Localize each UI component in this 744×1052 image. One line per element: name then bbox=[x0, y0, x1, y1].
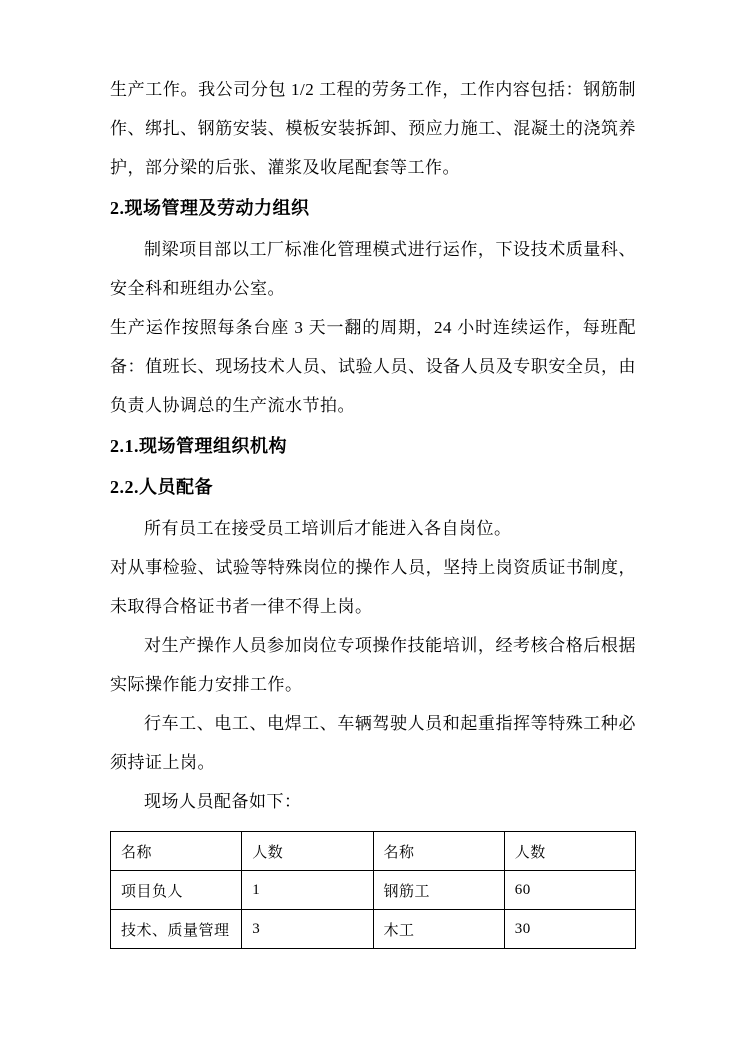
heading-section-2: 2.现场管理及劳动力组织 bbox=[110, 198, 310, 218]
table-row bbox=[111, 910, 636, 949]
heading-section-2-1: 2.1.现场管理组织机构 bbox=[110, 436, 287, 456]
table-cell-count: 1 bbox=[242, 871, 373, 910]
paragraph-special-workers: 行车工、电工、电焊工、车辆驾驶人员和起重指挥等特殊工种必须持证上岗。 bbox=[110, 714, 636, 772]
staffing-table-header-row bbox=[111, 832, 636, 871]
paragraph-training: 所有员工在接受员工培训后才能进入各自岗位。 bbox=[144, 519, 512, 538]
table-cell-role: 项目负人 bbox=[111, 871, 242, 910]
paragraph-skill-training: 对生产操作人员参加岗位专项操作技能培训，经考核合格后根据实际操作能力安排工作。 bbox=[110, 636, 636, 694]
heading-section-2-2: 2.2.人员配备 bbox=[110, 477, 213, 497]
paragraph-project-dept: 制梁项目部以工厂标准化管理模式进行运作，下设技术质量科、安全科和班组办公室。 bbox=[110, 240, 636, 298]
table-cell-count: 60 bbox=[504, 871, 635, 910]
table-row bbox=[111, 871, 636, 910]
table-header-cell-name-2: 名称 bbox=[373, 832, 504, 871]
paragraph-intro: 生产工作。我公司分包 1/2 工程的劳务工作，工作内容包括：钢筋制作、绑扎、钢筋安装、模板安装拆卸、预应力施工、混凝土的浇筑养护，部分梁的后张、灌浆及收尾配套等工作。 bbox=[110, 80, 636, 177]
table-cell-role: 木工 bbox=[373, 910, 504, 949]
table-cell-role: 钢筋工 bbox=[373, 871, 504, 910]
paragraph-production-cycle: 生产运作按照每条台座 3 天一翻的周期，24 小时连续运作，每班配备：值班长、现场技术人员、试验人员、设备人员及专职安全员，由负责人协调总的生产流水节拍。 bbox=[110, 318, 636, 415]
paragraph-certification: 对从事检验、试验等特殊岗位的操作人员，坚持上岗资质证书制度，未取得合格证书者一律不得上岗。 bbox=[110, 558, 636, 616]
table-cell-role: 技术、质量管理 bbox=[111, 910, 242, 949]
paragraph-staffing-intro: 现场人员配备如下： bbox=[144, 792, 302, 811]
table-cell-count: 30 bbox=[504, 910, 635, 949]
table-header-cell-count-1: 人数 bbox=[242, 832, 373, 871]
table-header-cell-name-1: 名称 bbox=[111, 832, 242, 871]
staffing-table bbox=[110, 831, 636, 949]
table-cell-count: 3 bbox=[242, 910, 373, 949]
table-header-cell-count-2: 人数 bbox=[504, 832, 635, 871]
